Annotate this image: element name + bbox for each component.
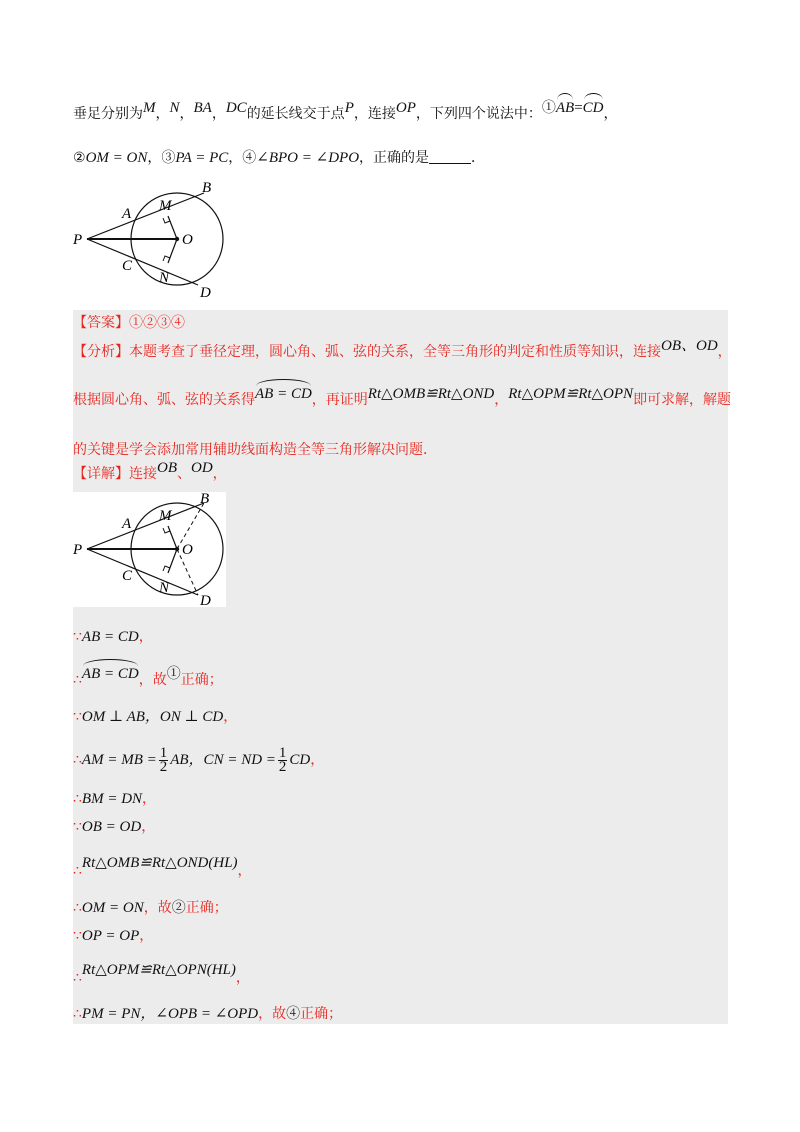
label-n: N bbox=[159, 580, 170, 596]
label-d: D bbox=[200, 285, 211, 300]
analysis-tag: 【分析】 bbox=[73, 344, 129, 360]
sep: 、 bbox=[177, 466, 191, 482]
analysis-text: ，再证明 bbox=[311, 392, 368, 408]
step-10 bbox=[73, 960, 250, 986]
label-m: M bbox=[159, 508, 172, 524]
statement-1-number: ① bbox=[541, 100, 556, 116]
answer-blank bbox=[429, 149, 471, 164]
text: ，下列四个说法中： bbox=[415, 106, 542, 122]
step-5 bbox=[73, 789, 156, 809]
geometry-figure-1 bbox=[70, 180, 240, 300]
comma: ， bbox=[228, 150, 243, 166]
because-symbol: ∵ bbox=[73, 629, 82, 645]
comma: ， bbox=[212, 466, 227, 482]
analysis-line-2 bbox=[73, 386, 732, 410]
comma: ， bbox=[211, 106, 226, 122]
math: OB = OD bbox=[81, 819, 142, 835]
step-7 bbox=[73, 853, 252, 879]
text: ，故 bbox=[143, 900, 172, 916]
text: ，连接 bbox=[353, 106, 396, 122]
correct-text: 正确； bbox=[180, 672, 223, 688]
comma: ， bbox=[138, 629, 153, 645]
math: BM = DN bbox=[81, 791, 143, 807]
therefore-symbol: ∴ bbox=[73, 863, 82, 879]
math: PM = PN，∠OPB = ∠OPD bbox=[81, 1006, 259, 1022]
therefore-symbol: ∴ bbox=[73, 672, 82, 688]
comma: ， bbox=[147, 150, 162, 166]
analysis-text: 本题考查了垂径定理，圆心角、弧、弦的关系，全等三角形的判定和性质等知识，连接 bbox=[129, 344, 661, 360]
fraction-half bbox=[278, 744, 288, 775]
comma: ， bbox=[141, 819, 156, 835]
label-b: B bbox=[202, 180, 212, 196]
math: AB = CD bbox=[81, 666, 139, 682]
math: Rt△OMB≌Rt△OND(HL) bbox=[81, 855, 238, 871]
math: OM = ON bbox=[81, 900, 144, 916]
step-3 bbox=[73, 707, 237, 727]
comma: ， bbox=[359, 150, 374, 166]
detail-line bbox=[73, 460, 227, 484]
math: Rt△OPM≌Rt△OPN(HL) bbox=[81, 962, 236, 978]
text: ，故 bbox=[138, 672, 167, 688]
statement-3-math: PA = PC bbox=[175, 150, 229, 166]
comma: ， bbox=[223, 709, 238, 725]
math: AM = MB = bbox=[81, 752, 157, 768]
comma: ， bbox=[235, 970, 250, 986]
math: Rt△OMB≌Rt△OND bbox=[367, 386, 495, 402]
analysis-line-1 bbox=[73, 338, 732, 362]
correct-text: 正确； bbox=[300, 1006, 343, 1022]
analysis-text: 根据圆心角、弧、弦的关系得 bbox=[73, 392, 255, 408]
comma: ， bbox=[237, 863, 252, 879]
comma: ， bbox=[142, 791, 157, 807]
arc-cd: CD bbox=[582, 100, 604, 116]
label-n: N bbox=[159, 270, 170, 286]
math: AB = CD bbox=[255, 386, 312, 402]
math: OB bbox=[157, 460, 177, 476]
detail-tag: 【详解】 bbox=[73, 466, 129, 482]
number: ② bbox=[171, 900, 186, 916]
statement-2-math: OM = ON bbox=[85, 150, 148, 166]
label-m: M bbox=[159, 198, 172, 214]
step-1 bbox=[73, 627, 153, 647]
step-8 bbox=[73, 898, 228, 918]
text: 的延长线交于点 bbox=[246, 106, 345, 122]
math-op: OP bbox=[395, 100, 416, 116]
question-text: 正确的是 bbox=[373, 150, 430, 166]
number: ① bbox=[166, 666, 181, 682]
label-a: A bbox=[122, 516, 132, 532]
math-p: P bbox=[344, 100, 354, 116]
arc-ab: AB bbox=[555, 100, 575, 116]
statement-4-number: ④ bbox=[242, 150, 257, 166]
comma: ， bbox=[139, 928, 154, 944]
label-c: C bbox=[122, 258, 133, 274]
number: ④ bbox=[286, 1006, 301, 1022]
therefore-symbol: ∴ bbox=[73, 791, 82, 807]
math: OB、OD bbox=[661, 338, 718, 354]
analysis-line-3 bbox=[73, 440, 437, 460]
analysis-text: 即可求解，解题 bbox=[633, 392, 732, 408]
label-o: O bbox=[182, 542, 193, 558]
comma: ， bbox=[603, 106, 618, 122]
statement-2-number: ② bbox=[73, 150, 86, 166]
period: ． bbox=[471, 150, 486, 166]
numerator: 1 bbox=[159, 744, 168, 761]
correct-text: 正确； bbox=[185, 900, 228, 916]
text: ，故 bbox=[258, 1006, 287, 1022]
comma: ， bbox=[155, 106, 170, 122]
because-symbol: ∵ bbox=[73, 709, 82, 725]
comma: ， bbox=[494, 392, 509, 408]
geometry-figure-2 bbox=[70, 490, 240, 610]
therefore-symbol: ∴ bbox=[73, 752, 82, 768]
math-dc: DC bbox=[225, 100, 247, 116]
numerator: 1 bbox=[278, 744, 287, 761]
math: OP = OP bbox=[81, 928, 140, 944]
detail-text: 连接 bbox=[129, 466, 157, 482]
step-11 bbox=[73, 1004, 342, 1024]
math: OM ⊥ AB，ON ⊥ CD bbox=[81, 709, 224, 725]
math: CD bbox=[289, 752, 311, 768]
fraction-half bbox=[159, 744, 169, 775]
problem-line-1 bbox=[73, 100, 618, 124]
because-symbol: ∵ bbox=[73, 819, 82, 835]
step-6 bbox=[73, 817, 155, 837]
therefore-symbol: ∴ bbox=[73, 900, 82, 916]
therefore-symbol: ∴ bbox=[73, 1006, 82, 1022]
math-ba: BA bbox=[193, 100, 212, 116]
comma: ， bbox=[717, 344, 732, 360]
comma: ， bbox=[310, 752, 325, 768]
therefore-symbol: ∴ bbox=[73, 970, 82, 986]
analysis-text: 的关键是学会添加常用辅助线面构造全等三角形解决问题． bbox=[73, 442, 437, 458]
label-a: A bbox=[122, 206, 132, 222]
math: OD bbox=[191, 460, 213, 476]
step-9 bbox=[73, 926, 153, 946]
math-m: M bbox=[143, 100, 156, 116]
because-symbol: ∵ bbox=[73, 928, 82, 944]
answer-value: ①②③④ bbox=[129, 315, 185, 331]
step-2 bbox=[73, 666, 223, 690]
denominator: 2 bbox=[278, 758, 287, 775]
label-d: D bbox=[200, 593, 211, 609]
label-c: C bbox=[122, 568, 133, 584]
label-p: P bbox=[73, 542, 83, 558]
denominator: 2 bbox=[159, 758, 168, 775]
math: Rt△OPM≌Rt△OPN bbox=[508, 386, 634, 402]
comma: ， bbox=[179, 106, 194, 122]
statement-3-number: ③ bbox=[161, 150, 176, 166]
math: AB = CD bbox=[81, 629, 139, 645]
label-o: O bbox=[182, 232, 193, 248]
step-4 bbox=[73, 745, 324, 775]
label-p: P bbox=[73, 232, 83, 248]
answer-line bbox=[73, 313, 185, 333]
label-b: B bbox=[200, 491, 210, 507]
problem-line-2 bbox=[73, 148, 485, 168]
text: 垂足分别为 bbox=[73, 106, 143, 122]
math: AB，CN = ND = bbox=[170, 752, 276, 768]
statement-4-math: ∠BPO = ∠DPO bbox=[256, 150, 360, 166]
math-n: N bbox=[169, 100, 180, 116]
equals: = bbox=[574, 100, 583, 116]
answer-tag: 【答案】 bbox=[73, 315, 129, 331]
